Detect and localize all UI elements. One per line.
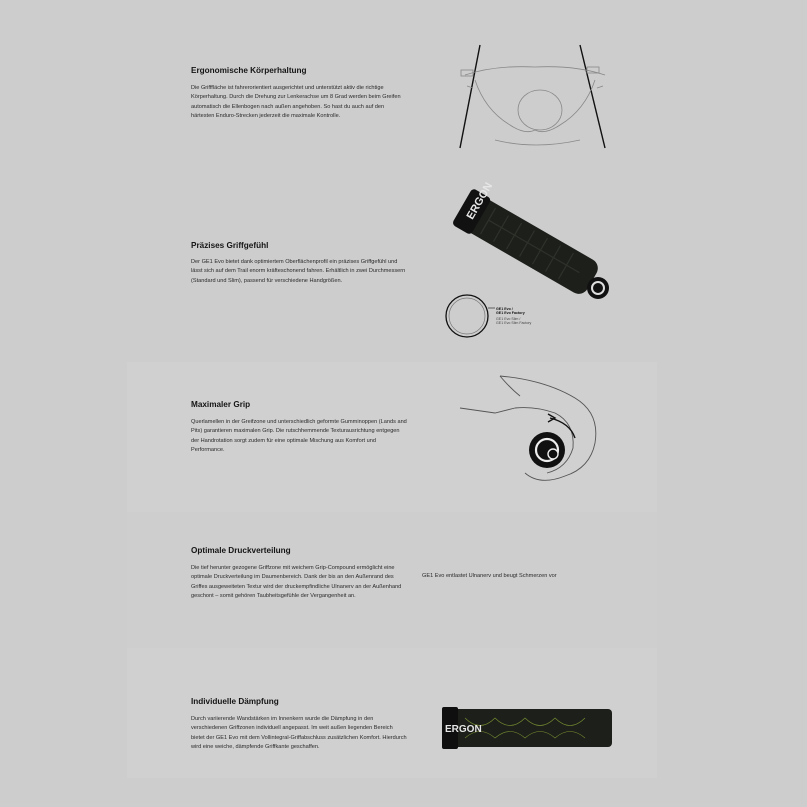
section-title-pressure: Optimale Druckverteilung [191, 546, 291, 555]
diameter-label-slim: GE1 Evo Slim / [496, 317, 521, 321]
ulnar-nerve-note: GE1 Evo entlastet Ulnanerv und beugt Schmerzen vor [422, 573, 557, 579]
brand-lettering: ERGON [445, 724, 482, 735]
rider-posture-illustration [455, 40, 615, 150]
section-title-damping: Individuelle Dämpfung [191, 697, 279, 706]
section-body-pressure: Die tief herunter gezogene Griffzone mit weichem Grip-Compound ermöglicht eine optimale Druckverteilung im Daumenbereich. Dank der bis an den Außenrand des Griffes ausgeweiteten Textur wird der druckempfindliche Ulnanerv an der Außenhand geschont – somit gehören Taubheitsgefühle der Vergangenheit an. [191, 565, 402, 600]
hand-rotation-illustration [455, 368, 605, 498]
diameter-label-standard-factory: GE1 Evo Factory [496, 311, 525, 315]
section-body-grip-feel: Der GE1 Evo bietet dank optimiertem Oberflächenprofil ein präzises Griffgefühl und lässt sich auf dem Trail enorm kräfteschonend fahren. Erhältlich in zwei Durchmessern (Standard und Slim), passend für verschiedene Handgrößen. [191, 259, 406, 284]
diameter-diagram [445, 290, 540, 345]
grip-cross-section-image [440, 703, 615, 753]
section-body-damping: Durch variierende Wandstärken im Innenkern wurde die Dämpfung in den verschiedenen Griffzonen individuell angepasst. Im weit außen liegenden Bereich bietet der GE1 Evo mit dem Vollintegral-Griffabschluss zusätzlichen Komfort. Hierdurch wird eine weiche, dämpfende Griffkante geschaffen. [191, 716, 407, 751]
section-title-max-grip: Maximaler Grip [191, 400, 251, 409]
brand-lettering: ERGON [464, 180, 496, 222]
section-title-grip-feel: Präzises Griffgefühl [191, 241, 269, 250]
section-body-max-grip: Querlamellen in der Greifzone und unterschiedlich geformte Gumminoppen (Lands and Pits) garantieren maximalen Grip. Die rutschhemmende Texturausrichtung entgegen der Handrotation sorgt zudem für eine optimale Mischung aus Komfort und Performance. [191, 419, 407, 454]
diameter-label-slim-factory: GE1 Evo Slim Factory [496, 321, 532, 325]
section-body-ergonomics: Die Grifffläche ist fahrerorientiert ausgerichtet und unterstützt aktiv die richtige Körperhaltung. Durch die Drehung zur Lenkerachse um 8 Grad werden beim Greifen automatisch die Ellenbogen nach außen angehoben. So hast du auch auf den härtesten Enduro-Strecken jederzeit die maximale Kontrolle. [191, 85, 401, 120]
diameter-label-standard: GE1 Evo / [496, 307, 513, 311]
section-title-ergonomics: Ergonomische Körperhaltung [191, 66, 307, 75]
